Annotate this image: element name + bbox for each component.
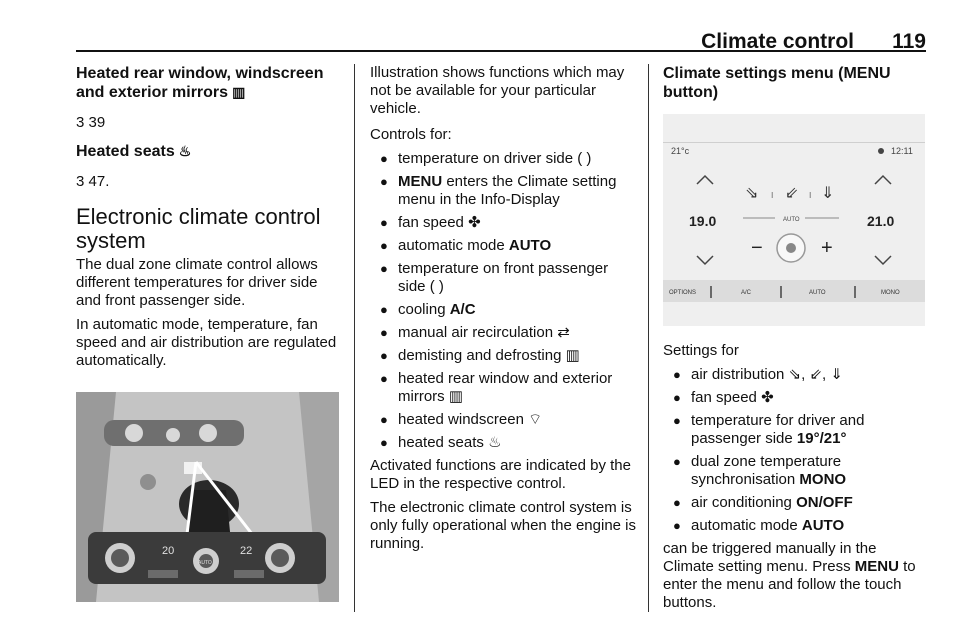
seat-heat-icon: ♨ bbox=[178, 143, 192, 159]
settings-gear-icon[interactable] bbox=[878, 148, 884, 154]
list-item: ● manual air recirculation ⇄ bbox=[370, 324, 636, 342]
list-item: ● temperature on driver side ( ) bbox=[370, 150, 636, 168]
photo-right-temp: 22 bbox=[240, 545, 253, 557]
rear-window-heat-icon: ▥ bbox=[232, 84, 246, 100]
temp-arc-icon: ( ) bbox=[429, 278, 444, 295]
fan-increase-button[interactable]: + bbox=[821, 237, 833, 259]
list-item: ● fan speed ✤ bbox=[370, 214, 636, 232]
list-item: ● temperature on front passenger side ( ) bbox=[370, 260, 636, 296]
list-item: ● air distribution ⇘, ⇙, ⇓ bbox=[663, 366, 928, 384]
climate-panel-illustration bbox=[76, 392, 339, 602]
list-item: ● heated rear window and exterior mirrors ▥ bbox=[370, 370, 636, 406]
intro-paragraph: Illustration shows functions which may not be available for your particular vehicle. bbox=[370, 64, 625, 117]
list-item: ● heated seats ♨ bbox=[370, 434, 636, 452]
paragraph: can be triggered manually in the Climate setting menu. Press MENU to enter the menu and follow the touch buttons. bbox=[663, 540, 916, 611]
fan-decrease-button[interactable]: − bbox=[751, 237, 763, 259]
air-distribution-icon: ⇘, ⇙, ⇓ bbox=[788, 366, 843, 383]
list-item: ● automatic mode AUTO bbox=[370, 237, 636, 255]
heading-heated-rear-window: Heated rear window, windscreen and exterior mirrors ▥ bbox=[76, 65, 324, 101]
info-display-illustration bbox=[663, 114, 925, 326]
windscreen-heat-icon: ⌔ bbox=[528, 411, 543, 428]
list-item: ● demisting and defrosting ▥ bbox=[370, 347, 636, 365]
rear-window-heat-icon: ▥ bbox=[448, 388, 464, 405]
paragraph: Activated functions are indicated by the LED in the respective control. bbox=[370, 457, 631, 492]
column-middle bbox=[370, 64, 636, 553]
ac-button[interactable]: A/C bbox=[741, 290, 752, 296]
settings-label: Settings for bbox=[663, 342, 739, 359]
defrost-icon: ▥ bbox=[565, 347, 580, 364]
photo-left-temp: 20 bbox=[162, 545, 175, 557]
right-temp: 21.0 bbox=[867, 213, 895, 229]
list-item: ● automatic mode AUTO bbox=[663, 517, 928, 535]
paragraph: The dual zone climate control allows different temperatures for driver side and front passenger side. bbox=[76, 256, 318, 309]
page-ref: 3 47. bbox=[76, 173, 110, 190]
seat-heat-icon: ♨ bbox=[488, 434, 502, 451]
fan-icon: ✤ bbox=[761, 389, 774, 406]
photo-auto-label: AUTO bbox=[198, 560, 212, 566]
options-button[interactable]: OPTIONS bbox=[669, 290, 697, 296]
heading-heated-seats: Heated seats ♨ bbox=[76, 143, 192, 160]
page-header bbox=[76, 30, 926, 52]
list-item: ● MENU enters the Climate setting menu in the Info-Display bbox=[370, 173, 636, 209]
page-ref: 3 39 bbox=[76, 114, 106, 131]
settings-list bbox=[663, 366, 928, 535]
display-auto-label: AUTO bbox=[783, 217, 800, 223]
controls-label: Controls for: bbox=[370, 126, 452, 143]
paragraph: The electronic climate control system is only fully operational when the engine is running. bbox=[370, 499, 637, 552]
auto-button[interactable]: AUTO bbox=[809, 290, 826, 296]
header-title: Climate control bbox=[701, 30, 854, 53]
paragraph: In automatic mode, temperature, fan speed and air distribution are regulated automatically. bbox=[76, 316, 337, 369]
list-item: ● cooling A/C bbox=[370, 301, 636, 319]
svg-text:I: I bbox=[771, 191, 774, 200]
page-number: 119 bbox=[892, 30, 926, 53]
clock: 12:11 bbox=[891, 146, 913, 156]
svg-text:⇙: ⇙ bbox=[785, 183, 799, 202]
svg-text:I: I bbox=[809, 191, 812, 200]
outside-temp: 21°c bbox=[671, 146, 690, 156]
section-title: Electronic climate control system bbox=[76, 204, 321, 253]
climate-control-photo bbox=[76, 392, 339, 602]
climate-screen bbox=[663, 114, 925, 326]
settings-section bbox=[663, 342, 928, 612]
fan-icon: ✤ bbox=[468, 214, 481, 231]
svg-text:⇓: ⇓ bbox=[821, 183, 835, 202]
column-divider bbox=[354, 64, 355, 612]
column-right bbox=[663, 64, 928, 102]
left-temp: 19.0 bbox=[689, 213, 717, 229]
list-item: ● air conditioning ON/OFF bbox=[663, 494, 928, 512]
recirculation-icon: ⇄ bbox=[557, 324, 570, 341]
heading-climate-settings: Climate settings menu (MENU button) bbox=[663, 65, 891, 101]
column-left bbox=[76, 64, 346, 370]
controls-list bbox=[370, 150, 636, 452]
list-item: ● temperature for driver and passenger side 19°/21° bbox=[663, 412, 928, 448]
list-item: ● fan speed ✤ bbox=[663, 389, 928, 407]
svg-text:⇘: ⇘ bbox=[745, 183, 759, 202]
mono-button[interactable]: MONO bbox=[881, 290, 900, 296]
temp-arc-icon: ( ) bbox=[577, 150, 592, 167]
list-item: ● dual zone temperature synchronisation MONO bbox=[663, 453, 928, 489]
column-divider bbox=[648, 64, 649, 612]
list-item: ● heated windscreen ⌔ bbox=[370, 411, 636, 429]
